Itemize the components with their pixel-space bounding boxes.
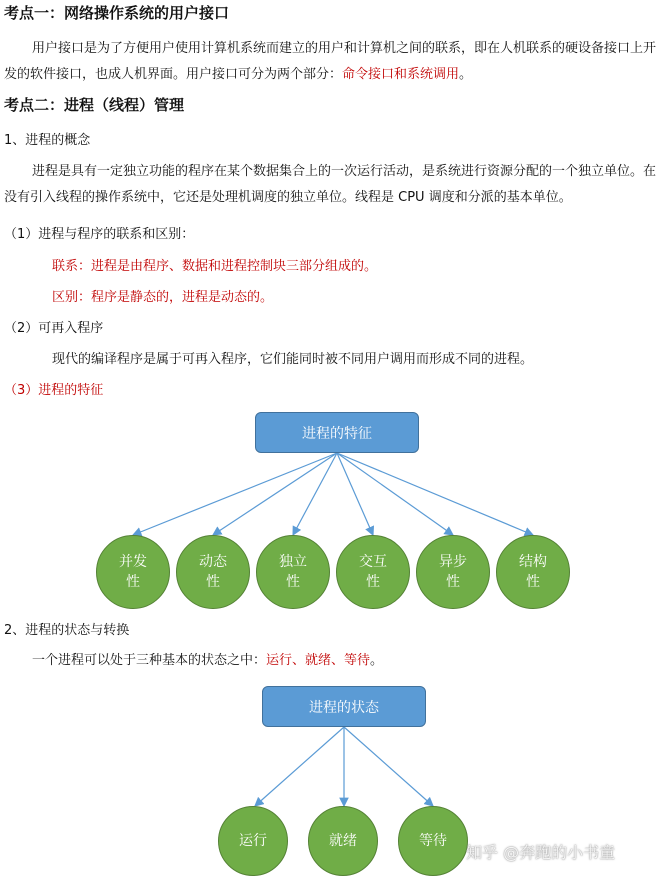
feature-node-6 [496,535,570,609]
section1-para-end: 。 [459,67,473,82]
section1-title: 考点一：网络操作系统的用户接口 [4,4,230,22]
feature-node-1-label: 并发性 [119,554,147,590]
feature-node-2 [176,535,250,609]
states-root-box: 进程的状态 [262,686,426,727]
watermark: 知乎 @奔跑的小书童 [466,843,616,862]
section2-title: 考点二：进程（线程）管理 [4,96,185,114]
sub1-paragraph: 进程是具有一定独立功能的程序在某个数据集合上的一次运行活动，是系统进行资源分配的一个独立单位。在没有引入线程的操作系统中，它还是处理机调度的独立单位。线程是 CPU 调度和分派的基本单位。 [4,164,657,205]
state-node-2 [308,806,378,876]
state-connector-3 [344,727,433,806]
item3-title: （3）进程的特征 [4,383,104,398]
state-node-2-label: 就绪 [329,833,357,849]
sub2-paragraph [32,648,383,674]
item1-title: （1）进程与程序的联系和区别： [4,227,195,242]
state-node-1 [218,806,288,876]
state-node-1-label: 运行 [239,833,267,849]
sub2-para-text: 一个进程可以处于三种基本的状态之中： [32,653,267,668]
feature-node-4 [336,535,410,609]
feature-connector-3 [293,453,337,535]
item1-line1: 联系：进程是由程序、数据和进程控制块三部分组成的。 [52,259,378,274]
feature-node-3 [256,535,330,609]
features-root-box: 进程的特征 [255,412,419,453]
sub2-title: 2、进程的状态与转换 [4,623,130,638]
item2-title: （2）可再入程序 [4,321,104,336]
sub1-title: 1、进程的概念 [4,133,91,148]
section1-para-text: 用户接口是为了方便用户使用计算机系统而建立的用户和计算机之间的联系，即在人机联系的硬设备接口上开发的软件接口，也成人机界面。用户接口可分为两个部分： [4,41,657,82]
feature-connector-1 [133,453,337,535]
feature-node-4-label: 交互性 [359,554,387,590]
state-connector-1 [255,727,344,806]
sub2-para-highlight: 运行、就绪、等待 [266,653,371,668]
feature-node-2-label: 动态性 [199,554,227,590]
item1-line2: 区别：程序是静态的，进程是动态的。 [52,290,274,305]
sub2-para-end: 。 [370,653,384,668]
item2-paragraph: 现代的编译程序是属于可再入程序，它们能同时被不同用户调用而形成不同的进程。 [52,352,534,367]
feature-node-3-label: 独立性 [279,554,307,590]
feature-node-1 [96,535,170,609]
state-node-3 [398,806,468,876]
feature-node-5-label: 异步性 [439,554,467,590]
state-node-3-label: 等待 [419,833,447,849]
feature-connector-2 [213,453,337,535]
feature-node-5 [416,535,490,609]
feature-node-6-label: 结构性 [519,554,547,590]
section1-para-highlight: 命令接口和系统调用 [342,67,460,82]
